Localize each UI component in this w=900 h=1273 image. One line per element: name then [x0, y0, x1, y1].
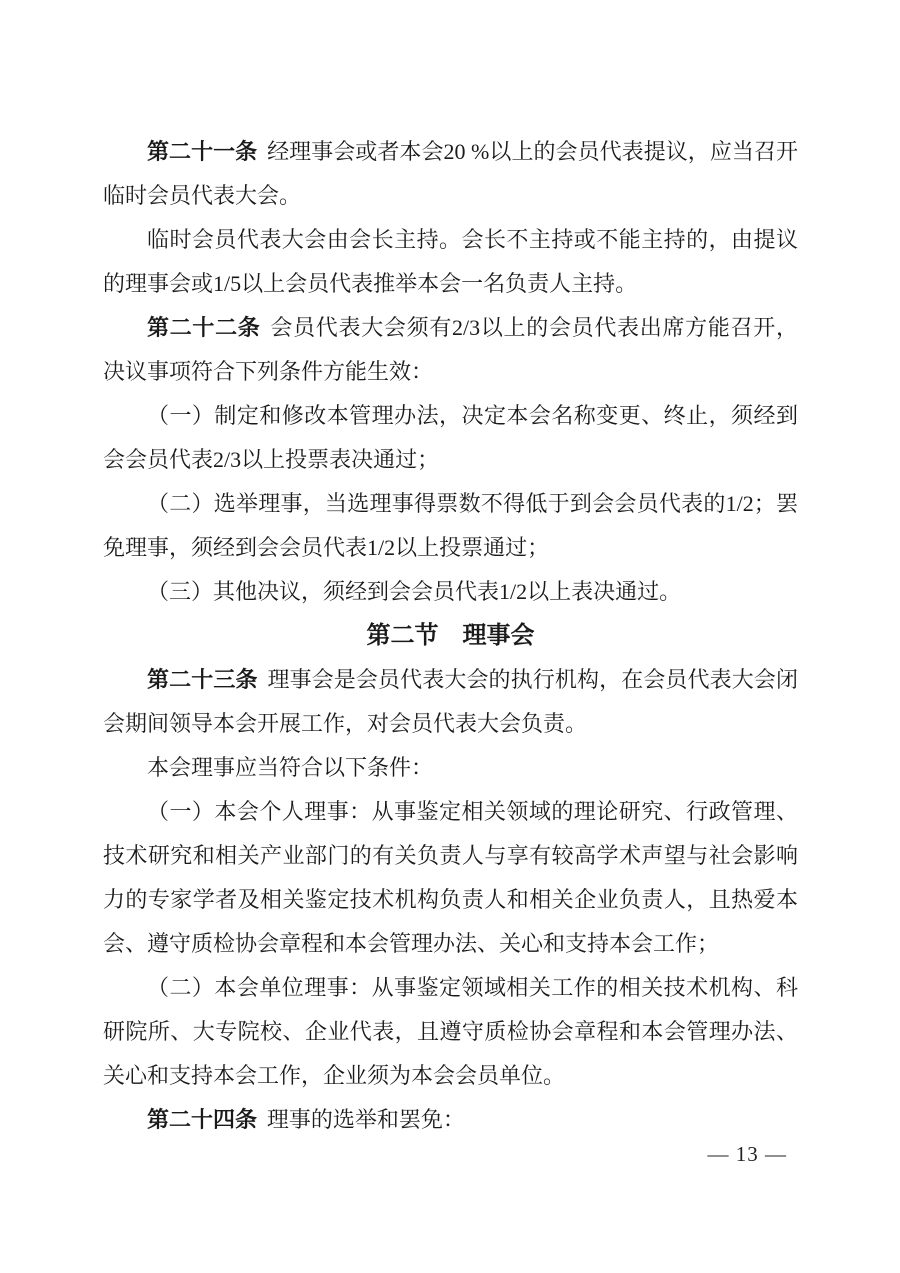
article-paragraph	[103, 306, 798, 394]
body-paragraph	[103, 218, 798, 306]
article-paragraph	[103, 130, 798, 218]
article-paragraph	[103, 1098, 798, 1142]
body-paragraph	[103, 570, 798, 614]
paragraph-text: （一）本会个人理事：从事鉴定相关领域的理论研究、行政管理、技术研究和相关产业部门的有关负责人与享有较高学术声望与社会影响力的专家学者及相关鉴定技术机构负责人和相关企业负责人，且热爱本会、遵守质检协会章程和本会管理办法、关心和支持本会工作；	[103, 799, 798, 956]
document-body	[103, 130, 798, 1142]
paragraph-text: 理事的选举和罢免：	[266, 1107, 465, 1132]
body-paragraph	[103, 746, 798, 790]
paragraph-text: 理事会是会员代表大会的执行机构，在会员代表大会闭会期间领导本会开展工作，对会员代表大会负责。	[103, 667, 798, 736]
body-paragraph	[103, 482, 798, 570]
article-number: 第二十一条	[147, 139, 258, 164]
body-paragraph	[103, 966, 798, 1098]
paragraph-text: 临时会员代表大会由会长主持。会长不主持或不能主持的，由提议的理事会或1/5以上会员代表推举本会一名负责人主持。	[103, 227, 798, 296]
paragraph-text: （二）选举理事，当选理事得票数不得低于到会会员代表的1/2；罢免理事，须经到会会员代表1/2以上投票通过；	[103, 491, 798, 560]
article-number: 第二十四条	[147, 1107, 258, 1132]
paragraph-text: 本会理事应当符合以下条件：	[147, 755, 434, 780]
paragraph-text: （三）其他决议，须经到会会员代表1/2以上表决通过。	[147, 579, 682, 604]
article-number: 第二十二条	[147, 315, 261, 340]
paragraph-text: 经理事会或者本会20 %以上的会员代表提议，应当召开临时会员代表大会。	[103, 139, 798, 208]
article-number: 第二十三条	[147, 667, 258, 692]
body-paragraph	[103, 394, 798, 482]
page-number: — 13 —	[707, 1142, 787, 1166]
paragraph-text: 会员代表大会须有2/3以上的会员代表出席方能召开，决议事项符合下列条件方能生效：	[103, 315, 798, 384]
paragraph-text: （二）本会单位理事：从事鉴定领域相关工作的相关技术机构、科研院所、大专院校、企业代表，且遵守质检协会章程和本会管理办法、关心和支持本会工作，企业须为本会会员单位。	[103, 975, 798, 1088]
paragraph-text: （一）制定和修改本管理办法，决定本会名称变更、终止，须经到会会员代表2/3以上投票表决通过；	[103, 403, 798, 472]
body-paragraph	[103, 790, 798, 966]
article-paragraph	[103, 658, 798, 746]
section-heading: 第二节 理事会	[366, 622, 535, 649]
